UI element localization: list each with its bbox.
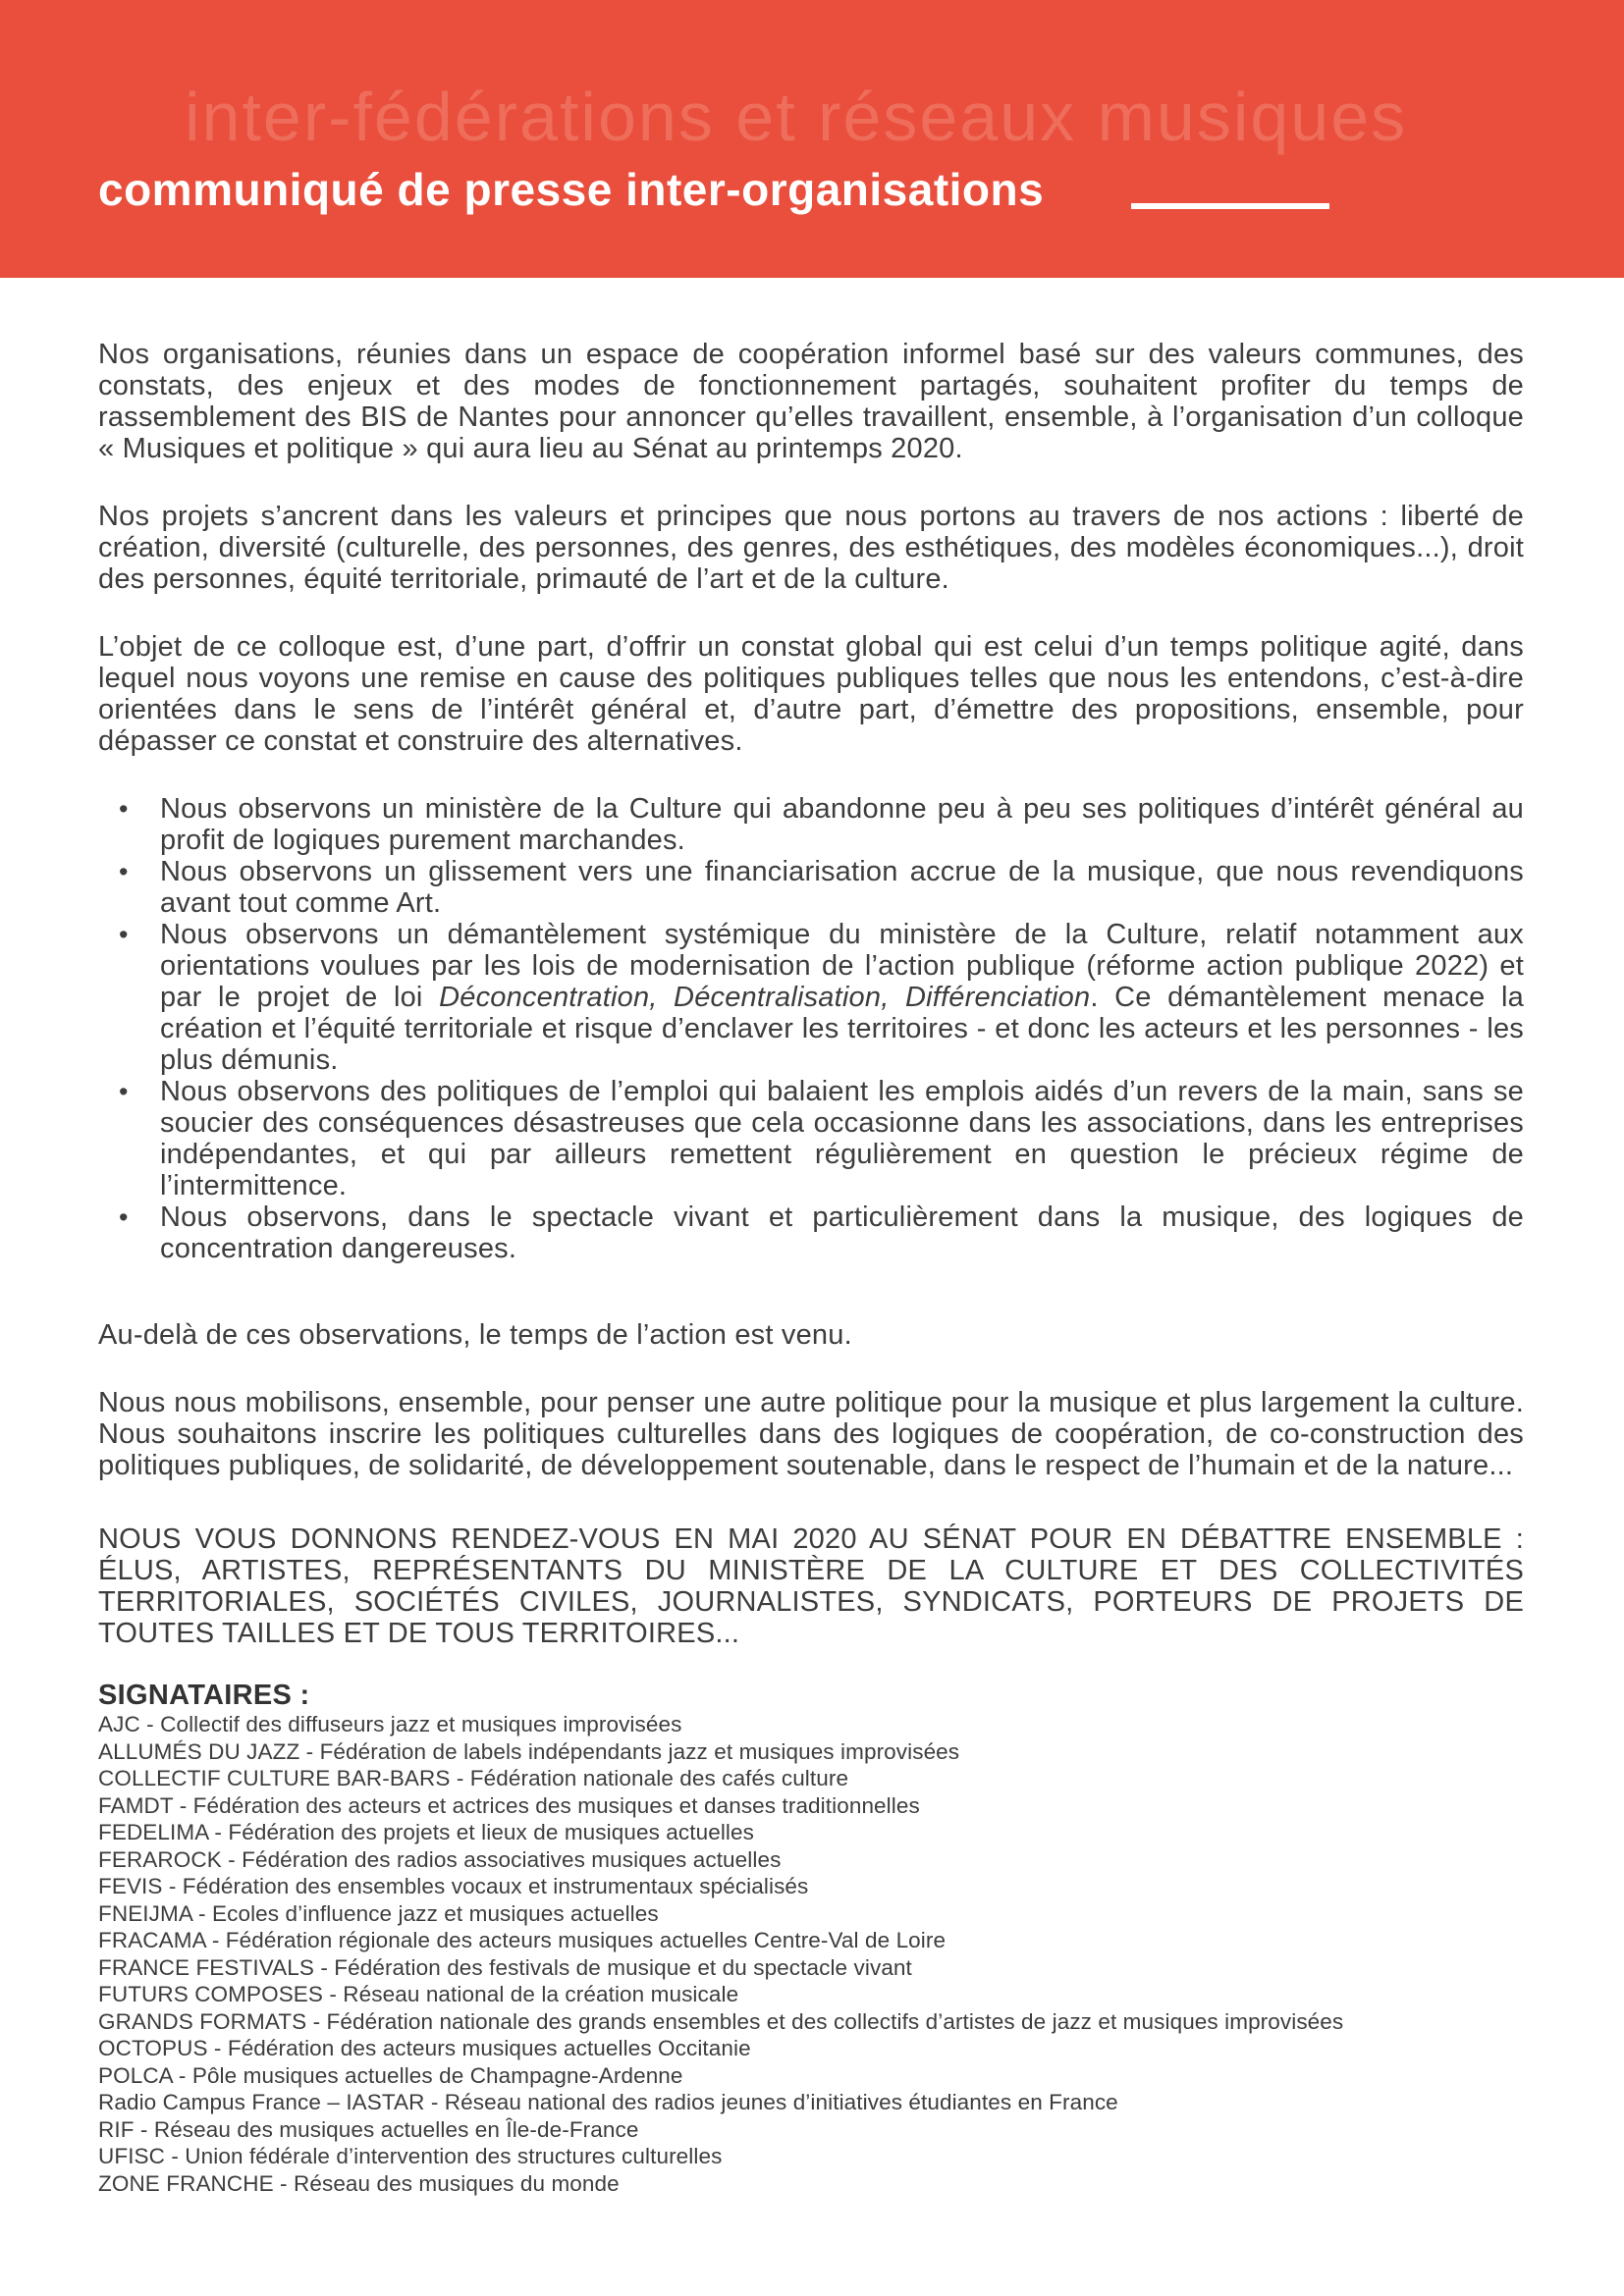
signatory-item: FEDELIMA - Fédération des projets et lieux de musiques actuelles: [98, 1820, 754, 1844]
signatory-item: FERAROCK - Fédération des radios associatives musiques actuelles: [98, 1846, 782, 1872]
signatory-item: RIF - Réseau des musiques actuelles en Île-de-France: [98, 2116, 639, 2142]
signataires-heading: SIGNATAIRES :: [98, 1680, 310, 1711]
signatory-item: POLCA - Pôle musiques actuelles de Champagne-Ardenne: [98, 2062, 683, 2088]
signatory-item: ALLUMÉS DU JAZZ - Fédération de labels indépendants jazz et musiques improvisées: [98, 1738, 960, 1764]
paragraph-intro: Nos organisations, réunies dans un espace de coopération informel basé sur des valeurs communes, des constats, des enjeux et des modes de fonctionnement partagés, souhaitent profiter du temps de rassemblement des BIS de Nantes pour annoncer qu’elles travaillent, ensemble, à l’organisation d’un colloque « Musiques et politique » qui aura lieu au Sénat au printemps 2020.: [98, 339, 1524, 464]
bullet-text: Nous observons un glissement vers une financiarisation accrue de la musique, que nous revendiquons avant tout comme Art.: [160, 856, 1524, 919]
bullet-text: Nous observons, dans le spectacle vivant et particulièrement dans la musique, des logiques de concentration dangereuses.: [160, 1201, 1524, 1264]
list-item-observation-1: [98, 793, 1524, 856]
signatory-item: FNEIJMA - Ecoles d’influence jazz et musiques actuelles: [98, 1900, 659, 1926]
list-item-observation-4: [98, 1076, 1524, 1201]
signatory-item: UFISC - Union fédérale d’intervention des structures culturelles: [98, 2144, 723, 2168]
bullet-italic-text: Déconcentration, Décentralisation, Différenciation: [439, 982, 1091, 1013]
header-watermark: inter-fédérations et réseaux musiques: [185, 79, 1408, 155]
list-item-observation-3: [98, 919, 1524, 1076]
signatory-item: AJC - Collectif des diffuseurs jazz et musiques improvisées: [98, 1712, 682, 1736]
list-item-observation-5: [98, 1201, 1524, 1264]
paragraph-mobilisation: Nous nous mobilisons, ensemble, pour penser une autre politique pour la musique et plus largement la culture. Nous souhaitons inscrire les politiques culturelles dans des logiques de coopération, de co-construction des politiques publiques, de solidarité, de développement soutenable, dans le respect de l’humain et de la nature...: [98, 1387, 1524, 1481]
signatory-item: FAMDT - Fédération des acteurs et actrices des musiques et danses traditionnelles: [98, 1792, 920, 1818]
signatory-item: OCTOPUS - Fédération des acteurs musiques actuelles Occitanie: [98, 2036, 751, 2060]
signatory-item: GRANDS FORMATS - Fédération nationale des grands ensembles et des collectifs d’artistes de jazz et musiques improvisées: [98, 2008, 1344, 2034]
signatory-item: FRANCE FESTIVALS - Fédération des festivals de musique et du spectacle vivant: [98, 1954, 912, 1980]
observations-list: [98, 793, 1524, 1264]
page-title: communiqué de presse inter-organisations: [98, 164, 1045, 215]
header-banner: [0, 0, 1624, 278]
signatory-item: FEVIS - Fédération des ensembles vocaux et instrumentaux spécialisés: [98, 1874, 809, 1898]
signatory-item: COLLECTIF CULTURE BAR-BARS - Fédération nationale des cafés culture: [98, 1766, 849, 1790]
signatory-item: Radio Campus France – IASTAR - Réseau national des radios jeunes d’initiatives étudiantes en France: [98, 2090, 1118, 2114]
paragraph-values: Nos projets s’ancrent dans les valeurs et principes que nous portons au travers de nos actions : liberté de création, diversité (culturelle, des personnes, des genres, des esthétiques, des modèles économiques...), droit des personnes, équité territoriale, primauté de l’art et de la culture.: [98, 501, 1524, 595]
signatory-item: ZONE FRANCHE - Réseau des musiques du monde: [98, 2170, 620, 2196]
bullet-text: Nous observons un ministère de la Culture qui abandonne peu à peu ses politiques d’intérêt général au profit de logiques purement marchandes.: [160, 793, 1524, 856]
bullet-text-after: . Ce démantèlement menace la création et l’équité territoriale et risque d’enclaver les territoires - et donc les acteurs et les personnes - les plus démunis.: [160, 982, 1524, 1076]
list-item-observation-2: [98, 856, 1524, 919]
document-body: [0, 278, 1624, 2197]
signatory-item: FRACAMA - Fédération régionale des acteurs musiques actuelles Centre-Val de Loire: [98, 1928, 947, 1952]
signatories-list: [98, 1711, 1524, 2197]
paragraph-colloque: L’objet de ce colloque est, d’une part, d’offrir un constat global qui est celui d’un temps politique agité, dans lequel nous voyons une remise en cause des politiques publiques telles que nous les entendons, c’est-à-dire orientées dans le sens de l’intérêt général et, d’autre part, d’émettre des propositions, ensemble, pour dépasser ce constat et construire des alternatives.: [98, 631, 1524, 757]
paragraph-action: Au-delà de ces observations, le temps de l’action est venu.: [98, 1319, 852, 1351]
paragraph-rendezvous: NOUS VOUS DONNONS RENDEZ-VOUS EN MAI 2020 AU SÉNAT POUR EN DÉBATTRE ENSEMBLE : ÉLUS, ARTISTES, REPRÉSENTANTS DU MINISTÈRE DE LA CULTURE ET DES COLLECTIVITÉS TERRITORIALES, SOCIÉTÉS CIVILES, JOURNALISTES, SYNDICATS, PORTEURS DE PROJETS DE TOUTES TAILLES ET DE TOUS TERRITOIRES...: [98, 1523, 1524, 1649]
signatory-item: FUTURS COMPOSES - Réseau national de la création musicale: [98, 1982, 739, 2006]
bullet-text: Nous observons un démantèlement systémique du ministère de la Culture, relatif notamment aux orientations voulues par les lois de modernisation de l’action publique (réforme action publique 2022) et par le projet de loi: [160, 919, 1524, 1013]
title-underline-rule: [1131, 203, 1329, 209]
bullet-text: Nous observons des politiques de l’emploi qui balaient les emplois aidés d’un revers de la main, sans se soucier des conséquences désastreuses que cela occasionne dans les associations, dans les entreprises indépendantes, et qui par ailleurs remettent régulièrement en question le précieux régime de l’intermittence.: [160, 1076, 1524, 1201]
